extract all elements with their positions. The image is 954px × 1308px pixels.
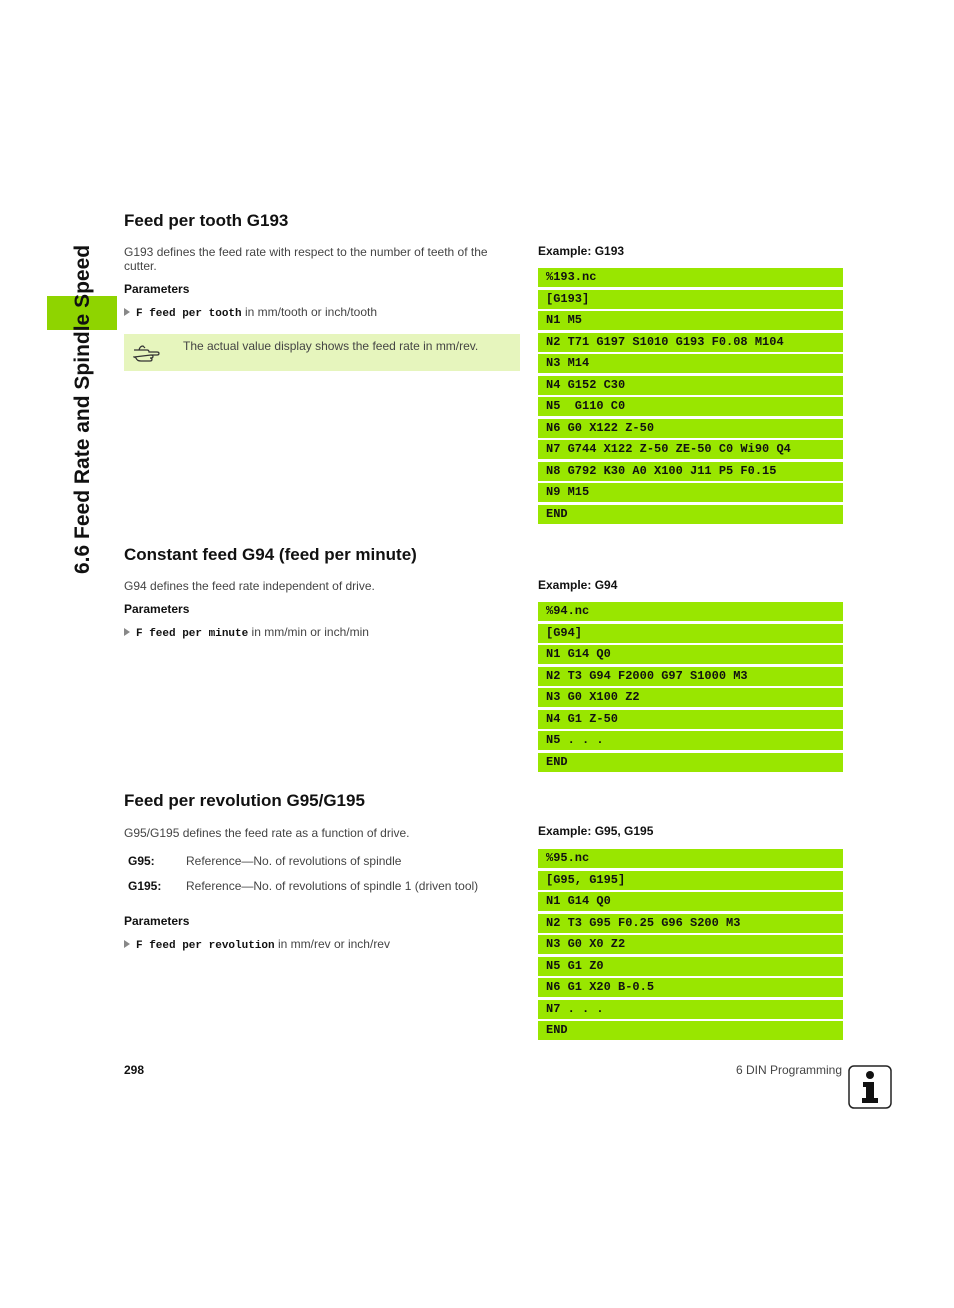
- code-line: N9 M15: [538, 483, 843, 502]
- code-line: N3 G0 X0 Z2: [538, 935, 843, 954]
- bullet-triangle-icon: [124, 628, 130, 636]
- code-line: N7 . . .: [538, 1000, 843, 1019]
- code-line: N3 M14: [538, 354, 843, 373]
- code-line: N6 G0 X122 Z-50: [538, 419, 843, 438]
- definition-text: Reference—No. of revolutions of spindle: [186, 854, 402, 868]
- pointing-hand-icon: [133, 343, 161, 363]
- section2-param: [124, 625, 369, 640]
- code-line: N2 T3 G95 F0.25 G96 S200 M3: [538, 914, 843, 933]
- param-text: in mm/tooth or inch/tooth: [241, 305, 378, 319]
- code-line: N2 T3 G94 F2000 G97 S1000 M3: [538, 667, 843, 686]
- code-example-g95: [538, 849, 843, 1043]
- code-line: [G193]: [538, 290, 843, 309]
- section3-param: [124, 937, 390, 952]
- code-line: N5 . . .: [538, 731, 843, 750]
- code-line: N1 M5: [538, 311, 843, 330]
- note-text: The actual value display shows the feed rate in mm/rev.: [183, 339, 479, 353]
- example-label-g95: Example: G95, G195: [538, 824, 654, 838]
- code-line: N2 T71 G197 S1010 G193 F0.08 M104: [538, 333, 843, 352]
- code-line: END: [538, 1021, 843, 1040]
- param-text: in mm/min or inch/min: [248, 625, 369, 639]
- section1-param: [124, 305, 377, 320]
- bullet-triangle-icon: [124, 940, 130, 948]
- bullet-triangle-icon: [124, 308, 130, 316]
- code-line: END: [538, 505, 843, 524]
- section1-params-label: Parameters: [124, 282, 190, 296]
- code-line: N4 G1 Z-50: [538, 710, 843, 729]
- code-example-g94: [538, 602, 843, 774]
- param-code: F feed per minute: [136, 628, 249, 640]
- example-label-g193: Example: G193: [538, 244, 625, 258]
- code-example-g193: [538, 268, 843, 526]
- chapter-label: 6 DIN Programming: [735, 1063, 842, 1077]
- code-line: N6 G1 X20 B-0.5: [538, 978, 843, 997]
- chapter-side-title: [71, 214, 112, 574]
- section2-description: G94 defines the feed rate independent of drive.: [124, 579, 375, 593]
- code-line: N5 G110 C0: [538, 397, 843, 416]
- code-line: END: [538, 753, 843, 772]
- section3-params-label: Parameters: [124, 914, 190, 928]
- param-code: F feed per tooth: [136, 308, 242, 320]
- note-box: [124, 334, 520, 371]
- heading-feed-per-revolution: Feed per revolution G95/G195: [124, 791, 365, 810]
- section3-description: G95/G195 defines the feed rate as a function of drive.: [124, 826, 410, 840]
- param-code: F feed per revolution: [136, 940, 275, 952]
- heading-constant-feed: Constant feed G94 (feed per minute): [124, 545, 417, 564]
- section2-params-label: Parameters: [124, 602, 190, 616]
- code-line: N3 G0 X100 Z2: [538, 688, 843, 707]
- code-line: [G95, G195]: [538, 871, 843, 890]
- heading-feed-per-tooth: Feed per tooth G193: [124, 211, 289, 230]
- code-line: N5 G1 Z0: [538, 957, 843, 976]
- side-title-text: 6.6 Feed Rate and Spindle Speed: [71, 244, 94, 574]
- code-line: %193.nc: [538, 268, 843, 287]
- code-line: N7 G744 X122 Z-50 ZE-50 C0 Wi90 Q4: [538, 440, 843, 459]
- definition-term: G95:: [128, 854, 155, 868]
- code-line: N4 G152 C30: [538, 376, 843, 395]
- section1-description: G193 defines the feed rate with respect to the number of teeth of the cutter.: [124, 245, 488, 273]
- code-line: N8 G792 K30 A0 X100 J11 P5 F0.15: [538, 462, 843, 481]
- definition-text: Reference—No. of revolutions of spindle 1 (driven tool): [186, 879, 479, 893]
- code-line: N1 G14 Q0: [538, 645, 843, 664]
- code-line: %95.nc: [538, 849, 843, 868]
- page-number: 298: [124, 1063, 145, 1077]
- info-icon[interactable]: [848, 1065, 892, 1109]
- example-label-g94: Example: G94: [538, 578, 618, 592]
- code-line: N1 G14 Q0: [538, 892, 843, 911]
- code-line: %94.nc: [538, 602, 843, 621]
- code-line: [G94]: [538, 624, 843, 643]
- definition-term: G195:: [128, 879, 162, 893]
- param-text: in mm/rev or inch/rev: [274, 937, 390, 951]
